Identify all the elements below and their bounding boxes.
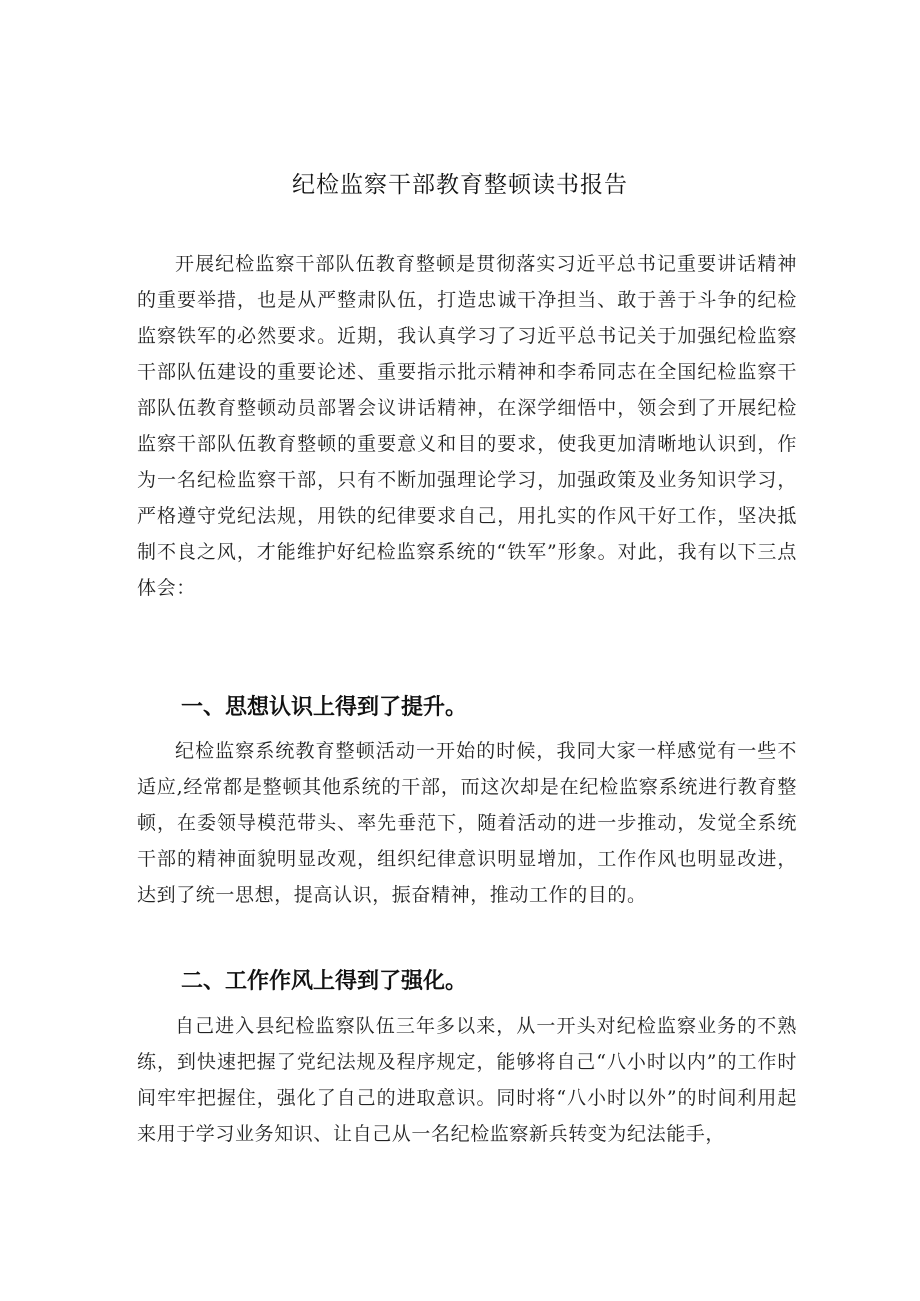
section-heading-2: 二、工作作风上得到了强化。 <box>181 969 468 994</box>
section-paragraph-2: 自己进入县纪检监察队伍三年多以来，从一开头对纪检监察业务的不熟练，到快速把握了党纪法规及程序规定，能够将自己“八小时以内”的工作时间牢牢把握住，强化了自己的进取意识。同时将“八小时以外”的时间利用起来用于学习业务知识、让自己从一名纪检监察新兵转变为纪法能手， <box>137 1015 797 1145</box>
document-title: 纪检监察干部教育整顿读书报告 <box>292 172 628 198</box>
section-heading-1: 一、思想认识上得到了提升。 <box>181 695 468 720</box>
intro-paragraph: 开展纪检监察干部队伍教育整顿是贯彻落实习近平总书记重要讲话精神的重要举措，也是从严整肃队伍，打造忠诚干净担当、敢于善于斗争的纪检监察铁军的必然要求。近期，我认真学习了习近平总书记关于加强纪检监察干部队伍建设的重要论述、重要指示批示精神和李希同志在全国纪检监察干部队伍教育整顿动员部署会议讲话精神，在深学细悟中，领会到了开展纪检监察干部队伍教育整顿的重要意义和目的要求，使我更加清晰地认识到，作为一名纪检监察干部，只有不断加强理论学习，加强政策及业务知识学习，严格遵守党纪法规，用铁的纪律要求自己，用扎实的作风干好工作，坚决抵制不良之风，才能维护好纪检监察系统的“铁军”形象。对此，我有以下三点体会： <box>137 253 797 599</box>
section-paragraph-1: 纪检监察系统教育整顿活动一开始的时候，我同大家一样感觉有一些不适应,经常都是整顿其他系统的干部，而这次却是在纪检监察系统进行教育整顿，在委领导模范带头、率先垂范下，随着活动的进一步推动，发觉全系统干部的精神面貌明显改观，组织纪律意识明显增加，工作作风也明显改进，达到了统一思想，提高认识，振奋精神，推动工作的目的。 <box>137 740 797 906</box>
